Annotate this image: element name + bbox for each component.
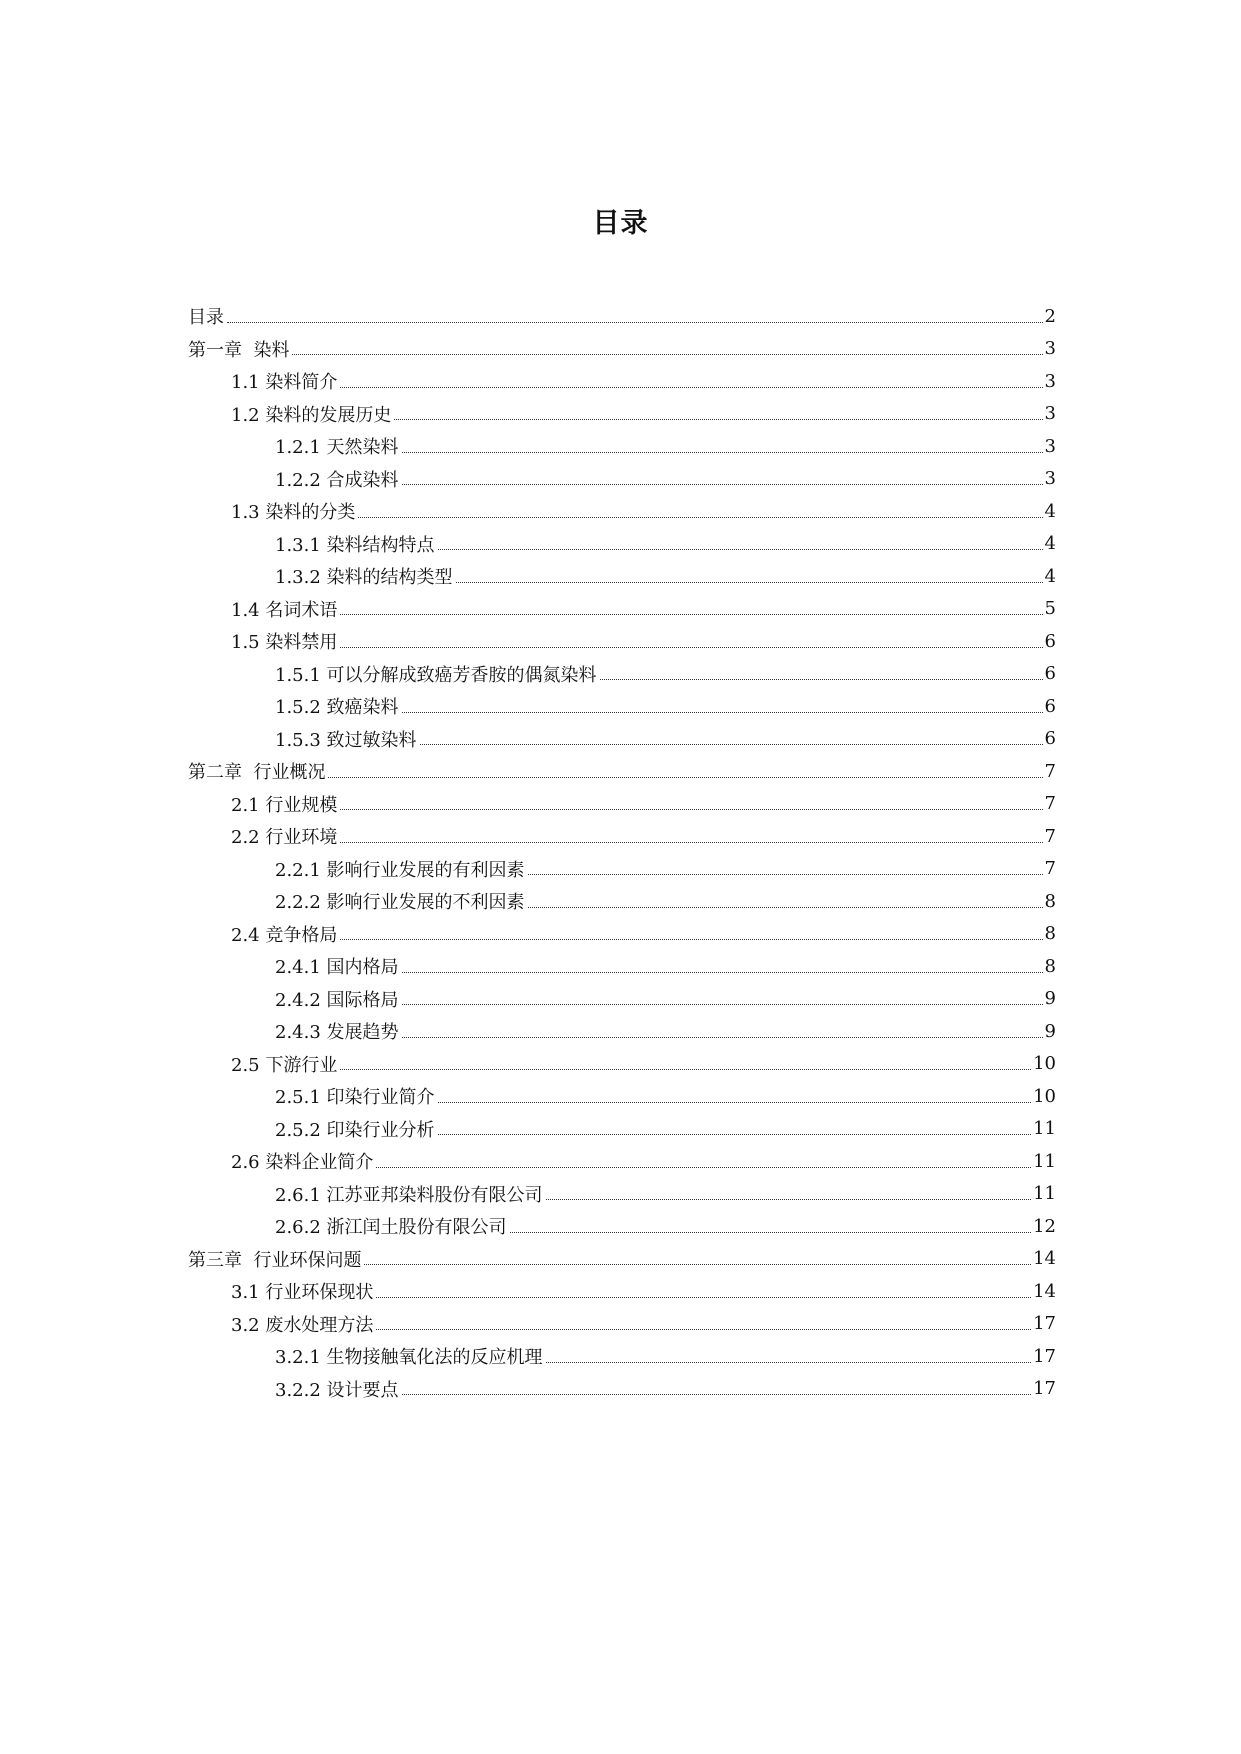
toc-dot-leader [402, 972, 1043, 973]
toc-entry-label: 1.4 名词术语 [231, 599, 338, 621]
toc-entry-page-number: 8 [1044, 890, 1056, 912]
toc-entry-label: 2.4.3 发展趋势 [275, 1022, 399, 1044]
toc-entry-label: 2.4.1 国内格局 [275, 957, 399, 979]
toc-entry[interactable] [188, 398, 1056, 431]
toc-entry[interactable] [188, 820, 1056, 853]
toc-dot-leader [438, 549, 1043, 550]
toc-entry[interactable] [188, 333, 1056, 366]
toc-entry[interactable] [188, 918, 1056, 951]
toc-dot-leader [402, 1394, 1032, 1395]
toc-entry[interactable] [188, 1243, 1056, 1276]
toc-entry-label: 第一章 染料 [188, 339, 290, 361]
toc-entry[interactable] [188, 593, 1056, 626]
toc-entry-label: 目录 [188, 307, 224, 329]
toc-dot-leader [546, 1362, 1032, 1363]
toc-dot-leader [402, 1004, 1043, 1005]
table-of-contents [188, 300, 1056, 1405]
toc-entry[interactable] [188, 723, 1056, 756]
toc-entry[interactable] [188, 788, 1056, 821]
toc-entry[interactable] [188, 1210, 1056, 1243]
toc-entry-page-number: 7 [1044, 760, 1056, 782]
toc-entry-label: 2.1 行业规模 [231, 794, 338, 816]
toc-entry-page-number: 9 [1044, 1020, 1056, 1042]
toc-entry-label: 2.6.2 浙江闰土股份有限公司 [275, 1217, 507, 1239]
toc-entry[interactable] [188, 625, 1056, 658]
toc-entry-label: 2.4 竞争格局 [231, 924, 338, 946]
toc-entry-label: 第二章 行业概况 [188, 762, 326, 784]
toc-entry-page-number: 8 [1044, 955, 1056, 977]
toc-entry-label: 1.2 染料的发展历史 [231, 404, 392, 426]
toc-entry[interactable] [188, 755, 1056, 788]
toc-entry-page-number: 17 [1033, 1345, 1056, 1367]
toc-entry-label: 2.5.2 印染行业分析 [275, 1119, 435, 1141]
toc-entry-page-number: 10 [1033, 1085, 1056, 1107]
toc-entry-page-number: 10 [1033, 1053, 1056, 1075]
toc-dot-leader [402, 452, 1043, 453]
toc-entry[interactable] [188, 658, 1056, 691]
toc-dot-leader [402, 484, 1043, 485]
toc-dot-leader [546, 1199, 1032, 1200]
toc-entry[interactable] [188, 495, 1056, 528]
toc-dot-leader [364, 1264, 1031, 1265]
toc-dot-leader [292, 354, 1042, 355]
toc-entry-page-number: 6 [1044, 663, 1056, 685]
toc-entry-label: 1.3.1 染料结构特点 [275, 534, 435, 556]
toc-entry-page-number: 4 [1044, 565, 1056, 587]
toc-dot-leader [402, 712, 1043, 713]
toc-entry[interactable] [188, 430, 1056, 463]
toc-entry-page-number: 17 [1033, 1378, 1056, 1400]
toc-entry-page-number: 11 [1033, 1150, 1056, 1172]
toc-entry-page-number: 8 [1044, 923, 1056, 945]
toc-entry-label: 3.2.2 设计要点 [275, 1379, 399, 1401]
toc-entry[interactable] [188, 1178, 1056, 1211]
toc-entry[interactable] [188, 1048, 1056, 1081]
toc-dot-leader [227, 322, 1043, 323]
toc-entry-page-number: 14 [1033, 1280, 1056, 1302]
toc-dot-leader [376, 1297, 1031, 1298]
toc-entry[interactable] [188, 463, 1056, 496]
toc-entry[interactable] [188, 528, 1056, 561]
toc-dot-leader [340, 1069, 1031, 1070]
toc-entry-label: 1.5.3 致过敏染料 [275, 729, 417, 751]
toc-entry[interactable] [188, 560, 1056, 593]
toc-entry-page-number: 3 [1044, 468, 1056, 490]
toc-entry[interactable] [188, 690, 1056, 723]
toc-entry[interactable] [188, 1015, 1056, 1048]
toc-entry[interactable] [188, 1308, 1056, 1341]
toc-entry-label: 1.3 染料的分类 [231, 502, 356, 524]
toc-entry-label: 2.2.1 影响行业发展的有利因素 [275, 859, 525, 881]
toc-dot-leader [510, 1232, 1032, 1233]
toc-entry-page-number: 3 [1044, 435, 1056, 457]
toc-entry[interactable] [188, 950, 1056, 983]
toc-entry-label: 第三章 行业环保问题 [188, 1249, 362, 1271]
toc-dot-leader [340, 939, 1042, 940]
toc-entry-label: 3.2.1 生物接触氧化法的反应机理 [275, 1347, 543, 1369]
toc-entry[interactable] [188, 300, 1056, 333]
page-title: 目录 [592, 208, 649, 239]
toc-entry[interactable] [188, 1340, 1056, 1373]
toc-entry-page-number: 6 [1044, 728, 1056, 750]
toc-entry-page-number: 2 [1044, 305, 1056, 327]
toc-dot-leader [328, 777, 1042, 778]
toc-entry-page-number: 11 [1033, 1183, 1056, 1205]
toc-dot-leader [438, 1134, 1032, 1135]
toc-dot-leader [340, 842, 1042, 843]
toc-entry-page-number: 11 [1033, 1118, 1056, 1140]
toc-dot-leader [600, 679, 1043, 680]
toc-entry-label: 1.1 染料简介 [231, 372, 338, 394]
toc-entry-label: 2.5 下游行业 [231, 1054, 338, 1076]
toc-dot-leader [340, 647, 1042, 648]
toc-entry[interactable] [188, 853, 1056, 886]
toc-entry[interactable] [188, 1275, 1056, 1308]
toc-dot-leader [420, 744, 1043, 745]
toc-entry-label: 1.5.2 致癌染料 [275, 697, 399, 719]
toc-entry-page-number: 3 [1044, 370, 1056, 392]
toc-entry-page-number: 7 [1044, 858, 1056, 880]
toc-entry[interactable] [188, 983, 1056, 1016]
toc-entry-label: 2.2 行业环境 [231, 827, 338, 849]
toc-entry-page-number: 4 [1044, 533, 1056, 555]
toc-entry-page-number: 9 [1044, 988, 1056, 1010]
toc-entry-page-number: 3 [1044, 338, 1056, 360]
toc-entry-label: 1.2.2 合成染料 [275, 469, 399, 491]
toc-entry-label: 3.2 废水处理方法 [231, 1314, 374, 1336]
toc-entry-label: 2.4.2 国际格局 [275, 989, 399, 1011]
toc-entry-page-number: 3 [1044, 403, 1056, 425]
toc-entry[interactable] [188, 1145, 1056, 1178]
toc-entry-label: 2.6.1 江苏亚邦染料股份有限公司 [275, 1184, 543, 1206]
toc-dot-leader [528, 907, 1043, 908]
toc-entry[interactable] [188, 885, 1056, 918]
toc-dot-leader [376, 1167, 1031, 1168]
toc-entry-page-number: 6 [1044, 695, 1056, 717]
toc-entry-page-number: 7 [1044, 825, 1056, 847]
toc-entry-label: 2.6 染料企业简介 [231, 1152, 374, 1174]
toc-dot-leader [402, 1037, 1043, 1038]
toc-entry-label: 2.5.1 印染行业简介 [275, 1087, 435, 1109]
toc-entry-label: 1.5 染料禁用 [231, 632, 338, 654]
toc-dot-leader [340, 387, 1042, 388]
toc-entry[interactable] [188, 1373, 1056, 1406]
toc-entry-page-number: 12 [1033, 1215, 1056, 1237]
toc-dot-leader [394, 419, 1042, 420]
toc-entry-label: 2.2.2 影响行业发展的不利因素 [275, 892, 525, 914]
toc-entry-page-number: 14 [1033, 1248, 1056, 1270]
toc-dot-leader [528, 874, 1043, 875]
toc-entry-label: 1.3.2 染料的结构类型 [275, 567, 453, 589]
toc-dot-leader [456, 582, 1043, 583]
toc-dot-leader [358, 517, 1042, 518]
toc-entry-page-number: 7 [1044, 793, 1056, 815]
toc-entry-label: 3.1 行业环保现状 [231, 1282, 374, 1304]
toc-dot-leader [438, 1102, 1032, 1103]
toc-entry-page-number: 4 [1044, 500, 1056, 522]
toc-entry[interactable] [188, 365, 1056, 398]
toc-entry-label: 1.5.1 可以分解成致癌芳香胺的偶氮染料 [275, 664, 597, 686]
toc-dot-leader [340, 614, 1042, 615]
toc-entry-page-number: 17 [1033, 1313, 1056, 1335]
toc-entry[interactable] [188, 1080, 1056, 1113]
toc-entry[interactable] [188, 1113, 1056, 1146]
toc-dot-leader [376, 1329, 1031, 1330]
toc-entry-page-number: 6 [1044, 630, 1056, 652]
toc-dot-leader [340, 809, 1042, 810]
toc-entry-page-number: 5 [1044, 598, 1056, 620]
toc-entry-label: 1.2.1 天然染料 [275, 437, 399, 459]
